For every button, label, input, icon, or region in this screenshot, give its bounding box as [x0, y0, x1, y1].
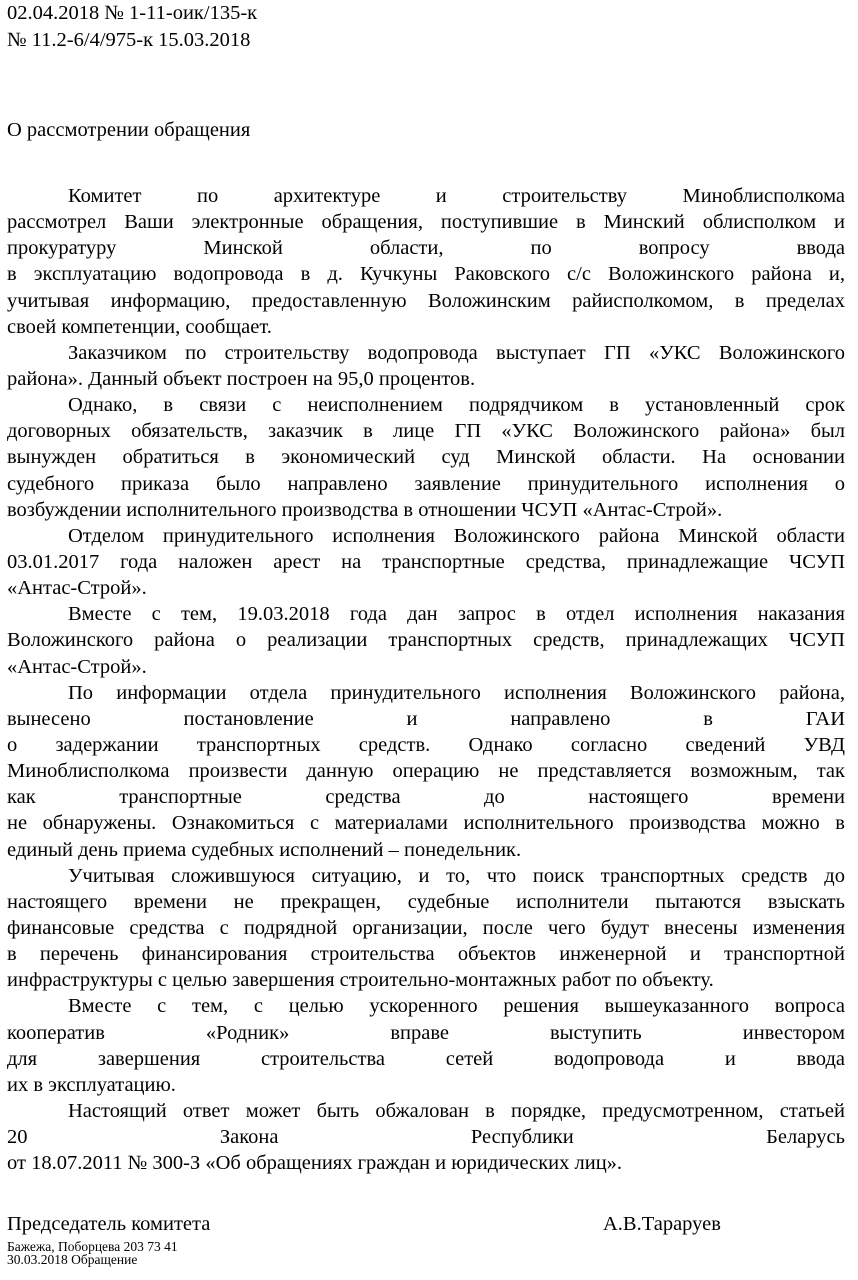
paragraph-line: своей компетенции, сообщает.: [7, 315, 272, 338]
paragraph-line: Отделом принудительного исполнения Воложинского района Минской области: [68, 524, 845, 547]
paragraph-line: договорных обязательств, заказчик в лице ГП «УКС Воложинского района» был: [7, 420, 845, 443]
paragraph-line: Комитет по архитектуре и строительству Миноблисполкома: [68, 185, 845, 207]
paragraph-line: кооператив «Родник» вправе выступить инвестором: [7, 1021, 845, 1044]
paragraph-line: единый день приема судебных исполнений – понедельник.: [7, 838, 522, 861]
letter-subject: О рассмотрении обращения: [7, 119, 251, 141]
paragraph-line: Вместе с тем, 19.03.2018 года дан запрос в отдел исполнения наказания: [68, 603, 845, 626]
paragraph-line: от 18.07.2011 № 300-З «Об обращениях граждан и юридических лиц».: [7, 1152, 623, 1175]
paragraph: [7, 340, 845, 392]
paragraph-line: «Антас-Строй».: [7, 577, 147, 600]
document-note: 30.03.2018 Обращение: [7, 1252, 138, 1267]
paragraph-line: возбуждении исполнительного производства в отношении ЧСУП «Антас-Строй».: [7, 498, 723, 521]
letter-body: [7, 183, 845, 1176]
paragraph-line: 03.01.2017 года наложен арест на транспортные средства, принадлежащие ЧСУП: [7, 550, 845, 573]
paragraph-line: для завершения строительства сетей водопровода и ввода: [7, 1047, 845, 1070]
paragraph: [7, 183, 845, 340]
paragraph: [7, 680, 845, 863]
paragraph-line: настоящего времени не прекращен, судебные исполнители пытаются взыскать: [7, 890, 845, 913]
paragraph-line: Однако, в связи с неисполнением подрядчиком в установленный срок: [68, 394, 845, 417]
paragraph-line: судебного приказа было направлено заявление принудительного исполнения о: [7, 472, 845, 495]
paragraph-line: Настоящий ответ может быть обжалован в порядке, предусмотренном, статьей: [68, 1099, 845, 1122]
paragraph-line: инфраструктуры с целью завершения строительно-монтажных работ по объекту.: [7, 969, 714, 992]
paragraph-line: финансовые средства с подрядной организации, после чего будут внесены изменения: [7, 916, 845, 939]
paragraph: [7, 392, 845, 523]
paragraph-line: их в эксплуатацию.: [7, 1073, 176, 1096]
paragraph-line: Воложинского района о реализации транспортных средств, принадлежащих ЧСУП: [7, 629, 845, 652]
paragraph: [7, 993, 845, 1098]
paragraph-line: учитывая информацию, предоставленную Воложинским райисполкомом, в пределах: [7, 289, 845, 312]
incoming-reference: № 11.2-6/4/975-к 15.03.2018: [7, 29, 251, 51]
paragraph-line: По информации отдела принудительного исполнения Воложинского района,: [68, 681, 845, 704]
paragraph-line: 20 Закона Республики Беларусь: [7, 1126, 845, 1149]
paragraph-line: Миноблисполкома произвести данную операцию не представляется возможным, так: [7, 760, 845, 783]
paragraph-line: рассмотрел Ваши электронные обращения, поступившие в Минский облисполком и: [7, 211, 845, 234]
executor-contact: Бажежа, Поборцева 203 73 41: [7, 1239, 178, 1254]
paragraph-line: «Антас-Строй».: [7, 655, 147, 678]
outgoing-reference: 02.04.2018 № 1-11-оик/135-к: [7, 2, 258, 24]
paragraph: [7, 523, 845, 601]
paragraph-line: района». Данный объект построен на 95,0 процентов.: [7, 367, 476, 390]
paragraph-line: в эксплуатацию водопровода в д. Кучкуны Раковского с/с Воложинского района и,: [7, 263, 845, 286]
signatory-role: Председатель комитета: [7, 1213, 211, 1235]
paragraph: [7, 1098, 845, 1176]
signatory-name: А.В.Тараруев: [603, 1213, 721, 1235]
paragraph-line: как транспортные средства до настоящего времени: [7, 786, 845, 809]
paragraph-line: Учитывая сложившуюся ситуацию, и то, что поиск транспортных средств до: [68, 864, 845, 887]
paragraph: [7, 601, 845, 679]
paragraph-line: Вместе с тем, с целью ускоренного решения вышеуказанного вопроса: [68, 995, 845, 1018]
paragraph-line: Заказчиком по строительству водопровода выступает ГП «УКС Воложинского: [68, 341, 845, 364]
paragraph: [7, 863, 845, 994]
paragraph-line: о задержании транспортных средств. Однако согласно сведений УВД: [7, 733, 845, 756]
paragraph-line: вынужден обратиться в экономический суд Минской области. На основании: [7, 446, 845, 469]
paragraph-line: прокуратуру Минской области, по вопросу ввода: [7, 237, 845, 260]
paragraph-line: не обнаружены. Ознакомиться с материалами исполнительного производства можно в: [7, 812, 845, 835]
paragraph-line: вынесено постановление и направлено в ГАИ: [7, 707, 845, 730]
paragraph-line: в перечень финансирования строительства объектов инженерной и транспортной: [7, 943, 845, 966]
